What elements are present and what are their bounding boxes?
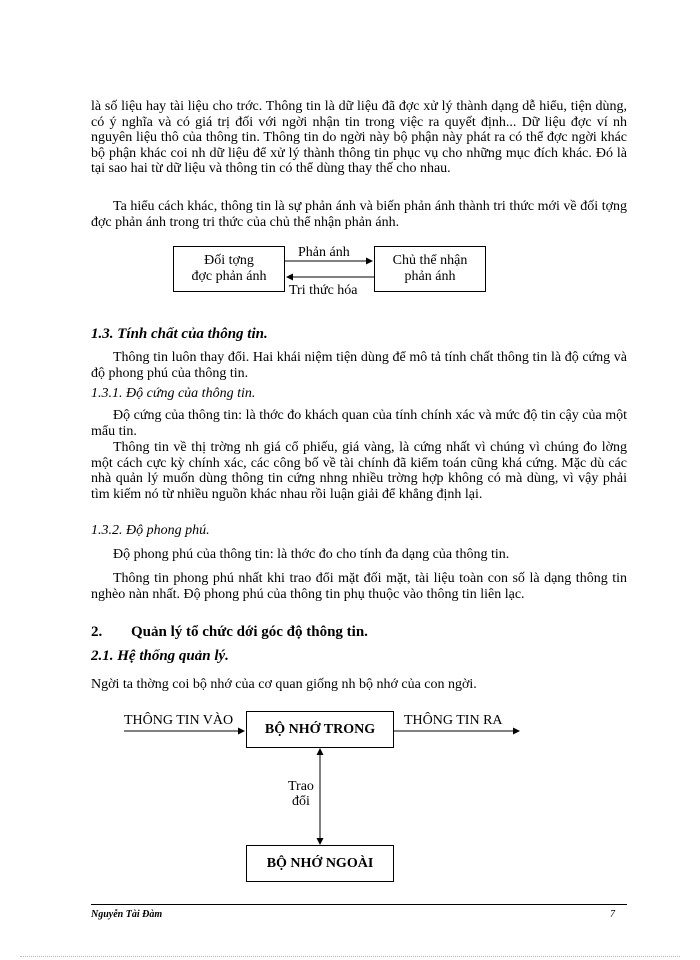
internal-memory-box: BỘ NHỚ TRONG	[246, 711, 394, 748]
object-box-line-2: đợc phản ánh	[191, 269, 267, 284]
heading-1-3-1: 1.3.1. Độ cứng của thông tin.	[91, 386, 256, 401]
section-2-number: 2.	[91, 624, 103, 640]
output-label: THÔNG TIN RA	[404, 713, 503, 728]
heading-2-1: 2.1. Hệ thống quản lý.	[91, 648, 229, 664]
page-bottom-border	[20, 956, 680, 957]
reflect-label: Phản ánh	[298, 245, 350, 260]
paragraph-reflection: Ta hiểu cách khác, thông tin là sự phản ánh và biến phản ánh thành tri thức mới về đối tợng đợc phản ánh trong tri thức của chủ thể nhận phản ánh.	[91, 199, 627, 230]
exchange-arrowhead-up	[317, 748, 324, 755]
section-2-title: Quản lý tổ chức dới góc độ thông tin.	[131, 624, 368, 640]
paragraph-richness-example: Thông tin phong phú nhất khi trao đổi mặt đối mặt, tài liệu toàn con số là dạng thông tin nghèo nàn nhất. Độ phong phú của thông tin phụ thuộc vào thông tin liên lạc.	[91, 571, 627, 602]
paragraph-richness-def: Độ phong phú của thông tin: là thớc đo cho tính đa dạng của thông tin.	[113, 547, 510, 562]
heading-1-3: 1.3. Tính chất của thông tin.	[91, 326, 268, 342]
exchange-label-line-1: Trao	[288, 779, 314, 794]
exchange-label-line-2: đổi	[292, 794, 310, 809]
heading-1-3-2: 1.3.2. Độ phong phú.	[91, 523, 210, 538]
input-label: THÔNG TIN VÀO	[124, 713, 234, 728]
page-number: 7	[610, 909, 615, 920]
input-arrowhead	[238, 728, 245, 735]
object-box-line-1: Đối tợng	[204, 253, 254, 268]
paragraph-hardness-def: Độ cứng của thông tin: là thớc đo khách quan của tính chính xác và mức độ tin cậy của một mẩu tin.	[91, 408, 627, 439]
paragraph-data-vs-information: là số liệu hay tài liệu cho trớc. Thông tin là dữ liệu đã đợc xử lý thành dạng dễ hiểu, tiện dùng, có ý nghĩa và có giá trị đối với ngời nhận tin trong việc ra quyết định... Dữ liệu đợc ví nh nguyên liệu thô của thông tin. Thông tin do ngời này bộ phận này phát ra có thể đợc ngời khác bộ phận khác coi nh dữ liệu để xử lý thành thông tin phục vụ cho những mục đích khác. Đó là tại sao hai từ dữ liệu và thông tin có thể dùng thay thế cho nhau.	[91, 99, 627, 176]
exchange-arrowhead-down	[317, 838, 324, 845]
output-arrowhead	[513, 728, 520, 735]
footer-author: Nguyễn Tài Đàm	[91, 909, 163, 920]
paragraph-memory: Ngời ta thờng coi bộ nhớ của cơ quan giống nh bộ nhớ của con ngời.	[91, 677, 477, 692]
paragraph-hardness-example: Thông tin về thị trờng nh giá cổ phiếu, giá vàng, là cứng nhất vì chúng vì chúng đo lờng một cách cực kỳ chính xác, các công bố về tài chính đã kiểm toán cũng khá cứng. Mặc dù các nhà quản lý muốn dùng thông tin cứng nhng nhiều trờng hợp không có mà dùng, vì vậy phải tìm kiếm nó từ nhiều nguồn khác nhau rồi luận giải để khẳng định lại.	[91, 440, 627, 502]
subject-box-line-2: phản ánh	[404, 269, 456, 284]
subject-box-line-1: Chủ thể nhận	[392, 253, 468, 268]
paragraph-1-3-intro: Thông tin luôn thay đổi. Hai khái niệm tiện dùng để mô tả tính chất thông tin là độ cứng và độ phong phú của thông tin.	[91, 350, 627, 381]
external-memory-box: BỘ NHỚ NGOÀI	[246, 845, 394, 882]
knowledge-label: Tri thức hóa	[289, 283, 358, 298]
footer-divider	[91, 904, 627, 905]
